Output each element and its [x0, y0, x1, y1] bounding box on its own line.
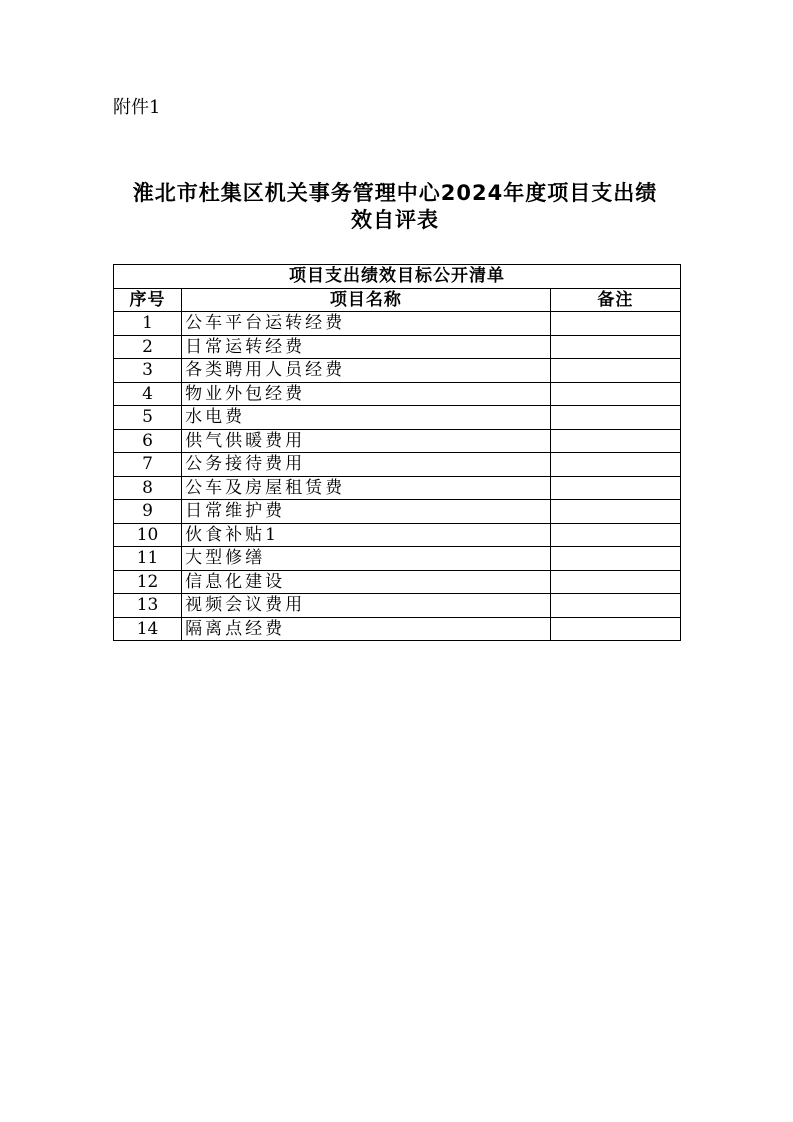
attachment-label: 附件1 — [113, 97, 161, 118]
table-row — [114, 335, 681, 359]
row-remark — [550, 335, 680, 359]
row-index: 4 — [114, 382, 182, 406]
table-header-row — [114, 288, 681, 312]
document-title — [105, 180, 685, 234]
row-project-name: 信息化建设 — [182, 570, 551, 594]
row-index: 1 — [114, 312, 182, 336]
table-row — [114, 406, 681, 430]
row-project-name: 供气供暖费用 — [182, 429, 551, 453]
row-project-name: 公车及房屋租赁费 — [182, 476, 551, 500]
table-row — [114, 500, 681, 524]
row-project-name: 隔离点经费 — [182, 617, 551, 641]
table-row — [114, 617, 681, 641]
document-title-line-2: 效自评表 — [351, 208, 439, 232]
table-row — [114, 476, 681, 500]
table-caption: 项目支出绩效目标公开清单 — [114, 265, 681, 289]
row-index: 12 — [114, 570, 182, 594]
row-remark — [550, 382, 680, 406]
row-index: 3 — [114, 359, 182, 383]
row-remark — [550, 453, 680, 477]
row-project-name: 伙食补贴1 — [182, 523, 551, 547]
row-index: 2 — [114, 335, 182, 359]
column-header-name: 项目名称 — [182, 288, 551, 312]
row-remark — [550, 359, 680, 383]
row-index: 11 — [114, 547, 182, 571]
row-remark — [550, 523, 680, 547]
table-row — [114, 453, 681, 477]
row-remark — [550, 594, 680, 618]
document-title-line-1: 淮北市杜集区机关事务管理中心2024年度项目支出绩 — [132, 181, 658, 205]
row-index: 9 — [114, 500, 182, 524]
row-remark — [550, 547, 680, 571]
row-project-name: 大型修缮 — [182, 547, 551, 571]
table-row — [114, 359, 681, 383]
row-remark — [550, 500, 680, 524]
row-project-name: 公车平台运转经费 — [182, 312, 551, 336]
row-remark — [550, 570, 680, 594]
row-remark — [550, 406, 680, 430]
column-header-index: 序号 — [114, 288, 182, 312]
row-project-name: 视频会议费用 — [182, 594, 551, 618]
row-index: 5 — [114, 406, 182, 430]
table-row — [114, 547, 681, 571]
row-remark — [550, 312, 680, 336]
row-project-name: 各类聘用人员经费 — [182, 359, 551, 383]
row-index: 10 — [114, 523, 182, 547]
table-row — [114, 570, 681, 594]
table-row — [114, 429, 681, 453]
table-row — [114, 382, 681, 406]
row-project-name: 水电费 — [182, 406, 551, 430]
row-index: 13 — [114, 594, 182, 618]
project-list-table — [113, 264, 681, 641]
row-remark — [550, 617, 680, 641]
row-index: 7 — [114, 453, 182, 477]
table-row — [114, 594, 681, 618]
row-index: 6 — [114, 429, 182, 453]
row-index: 8 — [114, 476, 182, 500]
table-row — [114, 523, 681, 547]
row-remark — [550, 429, 680, 453]
row-remark — [550, 476, 680, 500]
row-index: 14 — [114, 617, 182, 641]
row-project-name: 公务接待费用 — [182, 453, 551, 477]
row-project-name: 日常维护费 — [182, 500, 551, 524]
row-project-name: 物业外包经费 — [182, 382, 551, 406]
column-header-remark: 备注 — [550, 288, 680, 312]
table-row — [114, 312, 681, 336]
row-project-name: 日常运转经费 — [182, 335, 551, 359]
table-caption-row — [114, 265, 681, 289]
